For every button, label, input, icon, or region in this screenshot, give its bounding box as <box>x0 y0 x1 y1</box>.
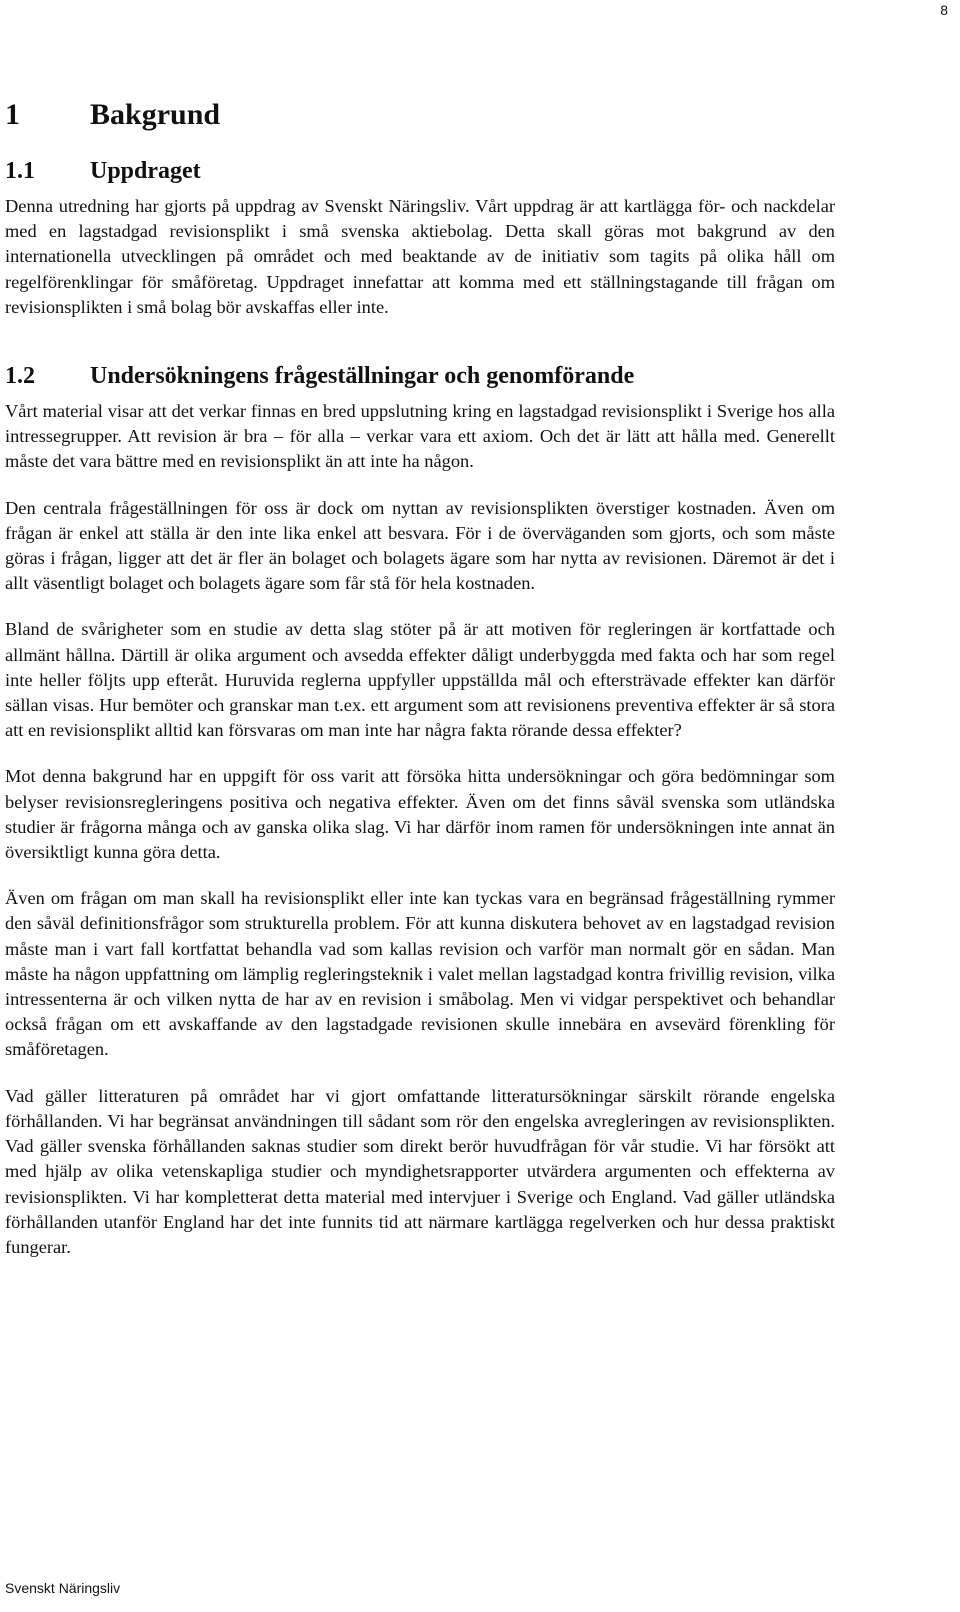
paragraph: Bland de svårigheter som en studie av detta slag stöter på är att motiven för regleringen är kortfattade och allmänt hållna. Därtill är olika argument och avsedda effekter dåligt underbyggda med fakta och har som regel inte heller följts upp efteråt. Huruvida reglerna uppfyller uppställda mål och eftersträvade effekter kan därför sällan visas. Hur bemöter och granskar man t.ex. ett argument som att revisionens preventiva effekter är så stora att en revisionsplikt alltid kan försvaras om man inte har några fakta rörande dessa effekter? <box>5 619 835 741</box>
section-number: 1.2 <box>5 363 35 390</box>
paragraph: Även om frågan om man skall ha revisionsplikt eller inte kan tyckas vara en begränsad frågeställning rymmer den såväl definitionsfrågor som strukturella problem. För att kunna diskutera behovet av en lagstadgad revision måste man i vart fall kortfattat behandla vad som kallas revision och varför man normalt gör en sådan. Man måste ha någon uppfattning om lämplig regleringsteknik i valet mellan lagstadgad kontra frivillig revision, vilka intressenterna är och vilken nytta de har av en revision i småbolag. Men vi vidgar perspektivet och behandlar också frågan om ett avskaffande av den lagstadgade revisionen skulle innebära en avsevärd förenkling för småföretagen. <box>5 888 835 1060</box>
paragraph: Vårt material visar att det verkar finnas en bred uppslutning kring en lagstadgad revisionsplikt i Sverige hos alla intressegrupper. Att revision är bra – för alla – verkar vara ett axiom. Och det är lätt att hålla med. Generellt måste det vara bättre med en revisionsplikt än att inte ha någon. <box>5 401 835 472</box>
section-heading <box>5 361 835 391</box>
section-uppdraget <box>5 156 835 320</box>
chapter-number: 1 <box>5 98 20 131</box>
section-title: Undersökningens frågeställningar och genomförande <box>90 363 635 390</box>
section-undersokningens-fragestallningar <box>5 361 835 1260</box>
page-number: 8 <box>940 2 948 18</box>
paragraph: Vad gäller litteraturen på området har vi gjort omfattande litteratursökningar särskilt rörande engelska förhållanden. Vi har begränsat användningen till sådant som rör den engelska avregleringen av revisionsplikten. Vad gäller svenska förhållanden saknas studier som direkt berör huvudfrågan för vår studie. Vi har försökt att med hjälp av olika vetenskapliga studier och myndighetsrapporter utvärdera argumenten och effekterna av revisionsplikten. Vi har kompletterat detta material med intervjuer i Sverige och England. Vad gäller utländska förhållanden utanför England har det inte funnits tid att närmare kartlägga regelverken och hur dessa praktiskt fungerar. <box>5 1085 835 1257</box>
paragraph: Mot denna bakgrund har en uppgift för oss varit att försöka hitta undersökningar och göra bedömningar som belyser revisionsregleringens positiva och negativa effekter. Även om det finns såväl svenska som utländska studier är frågorna många och av ganska olika slag. Vi har därför inom ramen för undersökningen inte annat än översiktligt kunna göra detta. <box>5 766 835 863</box>
section-heading <box>5 156 835 186</box>
paragraph: Denna utredning har gjorts på uppdrag av Svenskt Näringsliv. Vårt uppdrag är att kartlägga för- och nackdelar med en lagstadgad revisionsplikt i små svenska aktiebolag. Detta skall göras mot bakgrund av den internationella utvecklingen på området och med beaktande av de initiativ som tagits på olika håll om regelförenklingar för småföretag. Uppdraget innefattar att komma med ett ställningstagande till frågan om revisionsplikten i små bolag bör avskaffas eller inte. <box>5 196 835 317</box>
chapter-heading <box>5 96 835 134</box>
document-body <box>5 96 835 1281</box>
section-number: 1.1 <box>5 158 35 184</box>
paragraph: Den centrala frågeställningen för oss är dock om nyttan av revisionsplikten överstiger kostnaden. Även om frågan är enkel att ställa är den inte lika enkel att besvara. För i de överväganden som gjorts, och som måste göras i frågan, ligger att det är fler än bolaget och bolagets ägare som har nytta av revisionen. Däremot är det i allt väsentligt bolaget och bolagets ägare som får stå för hela kostnaden. <box>5 497 835 594</box>
section-title: Uppdraget <box>90 158 201 184</box>
chapter-title: Bakgrund <box>90 98 221 131</box>
footer-publisher: Svenskt Näringsliv <box>5 1580 121 1596</box>
